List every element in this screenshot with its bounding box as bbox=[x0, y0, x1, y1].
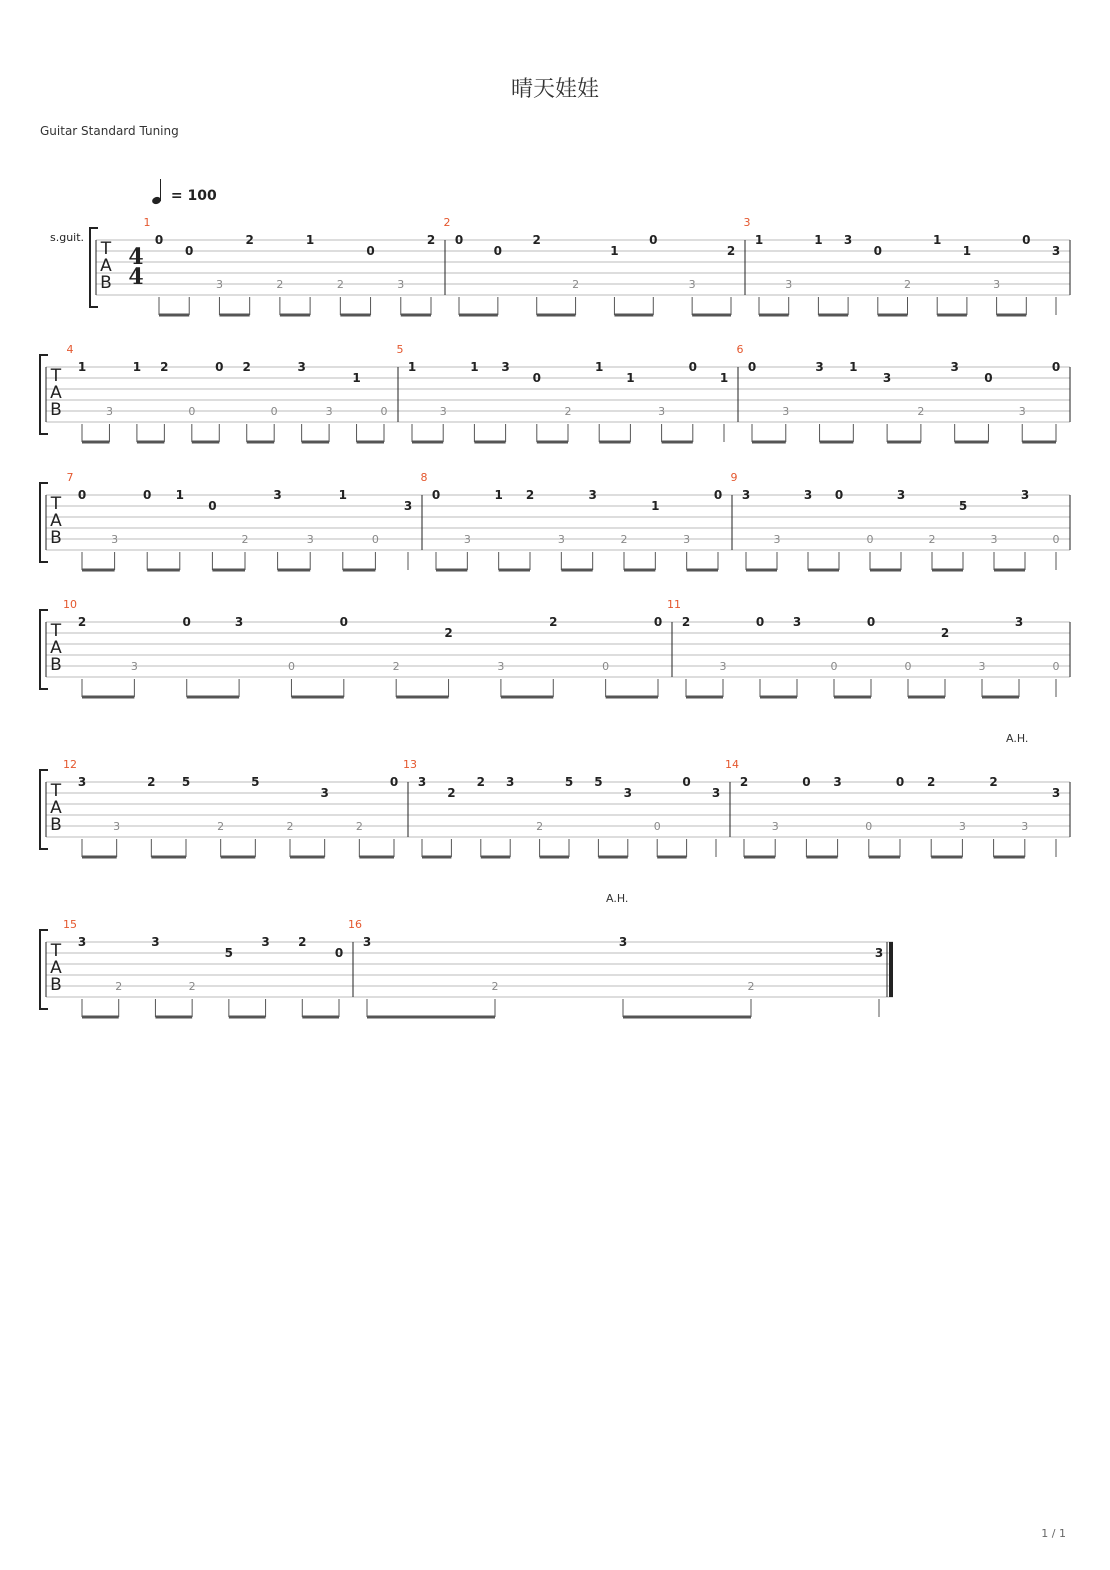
fret-number-bass: 2 bbox=[917, 405, 925, 418]
fret-number-bass: 3 bbox=[130, 660, 138, 673]
fret-number-bass: 3 bbox=[785, 278, 793, 291]
fret-number: 0 bbox=[682, 775, 691, 789]
fret-number: 3 bbox=[403, 499, 413, 513]
fret-number: 2 bbox=[726, 244, 736, 258]
fret-number: 0 bbox=[713, 488, 723, 502]
fret-number-bass: 0 bbox=[865, 820, 873, 833]
fret-number: 3 bbox=[843, 233, 853, 247]
fret-number-bass: 0 bbox=[270, 405, 278, 418]
fret-number: 2 bbox=[989, 775, 998, 789]
fret-number-bass: 0 bbox=[653, 820, 661, 833]
fret-number: 0 bbox=[649, 233, 658, 247]
fret-number: 2 bbox=[940, 626, 950, 640]
tab-clef-letter: A bbox=[50, 958, 62, 978]
fret-number-bass: 2 bbox=[491, 980, 499, 993]
fret-number-bass: 3 bbox=[397, 278, 405, 291]
fret-number: 3 bbox=[815, 360, 824, 374]
fret-number-bass: 0 bbox=[1052, 533, 1060, 546]
fret-number-bass: 3 bbox=[978, 660, 986, 673]
fret-number: 1 bbox=[626, 371, 635, 385]
page-number: 1 / 1 bbox=[1041, 1527, 1066, 1540]
fret-number-bass: 2 bbox=[536, 820, 544, 833]
measure-number: 13 bbox=[403, 758, 417, 771]
fret-number-bass: 0 bbox=[287, 660, 295, 673]
fret-number-bass: 2 bbox=[276, 278, 284, 291]
fret-number: 1 bbox=[494, 488, 503, 502]
measure-number: 2 bbox=[443, 216, 451, 229]
fret-number: 3 bbox=[1051, 244, 1061, 258]
fret-number: 3 bbox=[297, 360, 306, 374]
tab-clef-letter: A bbox=[100, 256, 112, 276]
fret-number: 1 bbox=[849, 360, 858, 374]
fret-number: 1 bbox=[814, 233, 823, 247]
fret-number: 2 bbox=[298, 935, 307, 949]
tab-clef-letter: B bbox=[50, 400, 62, 420]
fret-number: 0 bbox=[873, 244, 882, 258]
fret-number: 1 bbox=[175, 488, 184, 502]
measure-number: 6 bbox=[736, 343, 744, 356]
fret-number: 0 bbox=[389, 775, 399, 789]
fret-number: 2 bbox=[739, 775, 749, 789]
fret-number: 0 bbox=[1022, 233, 1031, 247]
time-signature-bottom: 4 bbox=[128, 264, 144, 290]
fret-number-bass: 3 bbox=[658, 405, 666, 418]
fret-number-bass: 2 bbox=[564, 405, 572, 418]
fret-number-bass: 3 bbox=[325, 405, 333, 418]
measure-number: 10 bbox=[63, 598, 77, 611]
fret-number: 3 bbox=[1020, 488, 1030, 502]
fret-number: 0 bbox=[747, 360, 757, 374]
fret-number-bass: 3 bbox=[958, 820, 966, 833]
fret-number: 0 bbox=[688, 360, 697, 374]
fret-number: 3 bbox=[1051, 786, 1061, 800]
fret-number: 1 bbox=[610, 244, 619, 258]
fret-number: 1 bbox=[77, 360, 87, 374]
tab-clef-letter: A bbox=[50, 383, 62, 403]
fret-number-bass: 2 bbox=[392, 660, 400, 673]
instrument-label: s.guit. bbox=[50, 231, 85, 244]
fret-number: 1 bbox=[962, 244, 972, 258]
time-signature-top: 4 bbox=[128, 244, 144, 270]
fret-number-bass: 0 bbox=[371, 533, 379, 546]
fret-number-bass: 3 bbox=[215, 278, 223, 291]
fret-number: 0 bbox=[895, 775, 905, 789]
fret-number: 0 bbox=[182, 615, 191, 629]
fret-number: 3 bbox=[623, 786, 632, 800]
fret-number: 3 bbox=[234, 615, 244, 629]
fret-number: 0 bbox=[366, 244, 375, 258]
fret-number: 3 bbox=[711, 786, 721, 800]
fret-number: 3 bbox=[1014, 615, 1024, 629]
fret-number-bass: 3 bbox=[439, 405, 447, 418]
fret-number: 1 bbox=[305, 233, 315, 247]
fret-number: 0 bbox=[431, 488, 441, 502]
fret-number: 3 bbox=[77, 775, 87, 789]
fret-number: 2 bbox=[525, 488, 535, 502]
tab-clef-letter: B bbox=[50, 815, 62, 835]
fret-number: 3 bbox=[803, 488, 813, 502]
fret-number: 5 bbox=[564, 775, 574, 789]
fret-number: 3 bbox=[261, 935, 270, 949]
fret-number: 3 bbox=[792, 615, 802, 629]
fret-number-bass: 3 bbox=[113, 820, 121, 833]
harmonic-label-system-6: A.H. bbox=[606, 892, 629, 905]
fret-number: 2 bbox=[927, 775, 936, 789]
fret-number: 0 bbox=[866, 615, 876, 629]
fret-number: 0 bbox=[339, 615, 348, 629]
fret-number: 3 bbox=[882, 371, 892, 385]
fret-number: 2 bbox=[444, 626, 453, 640]
fret-number-bass: 0 bbox=[380, 405, 388, 418]
fret-number: 0 bbox=[143, 488, 152, 502]
fret-number: 3 bbox=[506, 775, 515, 789]
fret-number: 3 bbox=[741, 488, 751, 502]
tab-clef-letter: T bbox=[50, 781, 62, 801]
fret-number-bass: 0 bbox=[1052, 660, 1060, 673]
fret-number: 2 bbox=[160, 360, 169, 374]
fret-number: 2 bbox=[147, 775, 156, 789]
fret-number-bass: 2 bbox=[928, 533, 936, 546]
tab-clef-letter: B bbox=[50, 528, 62, 548]
fret-number: 3 bbox=[618, 935, 628, 949]
fret-number: 0 bbox=[493, 244, 503, 258]
fret-number: 2 bbox=[681, 615, 691, 629]
fret-number: 1 bbox=[338, 488, 347, 502]
fret-number-bass: 2 bbox=[620, 533, 628, 546]
fret-number: 1 bbox=[651, 499, 660, 513]
fret-number-bass: 3 bbox=[990, 533, 998, 546]
tab-clef-letter: B bbox=[50, 975, 62, 995]
fret-number-bass: 3 bbox=[497, 660, 505, 673]
measure-number: 8 bbox=[420, 471, 428, 484]
fret-number-bass: 3 bbox=[773, 533, 781, 546]
fret-number: 3 bbox=[77, 935, 87, 949]
fret-number: 2 bbox=[532, 233, 541, 247]
fret-number: 2 bbox=[476, 775, 485, 789]
fret-number: 3 bbox=[417, 775, 427, 789]
fret-number: 3 bbox=[151, 935, 160, 949]
measure-number: 1 bbox=[143, 216, 151, 229]
fret-number: 5 bbox=[224, 946, 234, 960]
fret-number: 3 bbox=[501, 360, 510, 374]
fret-number-bass: 3 bbox=[688, 278, 696, 291]
fret-number-bass: 2 bbox=[572, 278, 580, 291]
measure-number: 14 bbox=[725, 758, 739, 771]
fret-number: 0 bbox=[334, 946, 344, 960]
tab-clef-letter: A bbox=[50, 511, 62, 531]
fret-number: 2 bbox=[77, 615, 87, 629]
fret-number: 5 bbox=[181, 775, 191, 789]
score-title: 晴天娃娃 bbox=[510, 77, 599, 102]
fret-number: 0 bbox=[802, 775, 811, 789]
tempo-value: = 100 bbox=[170, 188, 217, 204]
fret-number: 1 bbox=[352, 371, 361, 385]
harmonic-label-system-5: A.H. bbox=[1006, 732, 1029, 745]
fret-number-bass: 3 bbox=[306, 533, 314, 546]
fret-number-bass: 3 bbox=[1018, 405, 1026, 418]
tab-clef-letter: B bbox=[100, 273, 112, 293]
measure-number: 9 bbox=[730, 471, 738, 484]
fret-number: 3 bbox=[833, 775, 842, 789]
fret-number: 2 bbox=[242, 360, 251, 374]
fret-number-bass: 3 bbox=[993, 278, 1001, 291]
fret-number-bass: 3 bbox=[557, 533, 565, 546]
tab-clef-letter: T bbox=[50, 494, 62, 514]
fret-number: 5 bbox=[594, 775, 603, 789]
fret-number: 3 bbox=[874, 946, 884, 960]
fret-number: 1 bbox=[719, 371, 729, 385]
fret-number: 0 bbox=[208, 499, 217, 513]
fret-number-bass: 2 bbox=[217, 820, 225, 833]
fret-number: 3 bbox=[362, 935, 372, 949]
fret-number: 1 bbox=[470, 360, 479, 374]
fret-number: 0 bbox=[185, 244, 194, 258]
tab-clef-letter: T bbox=[50, 621, 62, 641]
fret-number: 1 bbox=[933, 233, 942, 247]
fret-number: 0 bbox=[1051, 360, 1061, 374]
fret-number: 3 bbox=[950, 360, 959, 374]
fret-number: 0 bbox=[215, 360, 224, 374]
tab-clef-letter: T bbox=[50, 366, 62, 386]
fret-number: 0 bbox=[454, 233, 464, 247]
fret-number: 2 bbox=[549, 615, 558, 629]
fret-number-bass: 0 bbox=[602, 660, 610, 673]
fret-number: 1 bbox=[754, 233, 764, 247]
fret-number-bass: 2 bbox=[286, 820, 294, 833]
fret-number-bass: 3 bbox=[105, 405, 113, 418]
measure-number: 12 bbox=[63, 758, 77, 771]
tab-clef-letter: T bbox=[50, 941, 62, 961]
measure-number: 15 bbox=[63, 918, 77, 931]
measure-number: 3 bbox=[743, 216, 751, 229]
fret-number: 0 bbox=[154, 233, 164, 247]
fret-number: 0 bbox=[755, 615, 765, 629]
fret-number: 0 bbox=[834, 488, 844, 502]
fret-number-bass: 2 bbox=[115, 980, 123, 993]
fret-number: 3 bbox=[588, 488, 597, 502]
fret-number: 2 bbox=[426, 233, 436, 247]
fret-number-bass: 2 bbox=[747, 980, 755, 993]
fret-number: 3 bbox=[320, 786, 329, 800]
fret-number: 5 bbox=[958, 499, 968, 513]
fret-number-bass: 3 bbox=[771, 820, 779, 833]
tab-clef-letter: A bbox=[50, 638, 62, 658]
fret-number-bass: 2 bbox=[188, 980, 196, 993]
fret-number: 3 bbox=[896, 488, 906, 502]
fret-number: 1 bbox=[595, 360, 604, 374]
fret-number: 2 bbox=[447, 786, 456, 800]
fret-number-bass: 2 bbox=[336, 278, 344, 291]
measure-number: 16 bbox=[348, 918, 362, 931]
measure-number: 4 bbox=[66, 343, 74, 356]
fret-number-bass: 3 bbox=[782, 405, 790, 418]
tab-clef-letter: B bbox=[50, 655, 62, 675]
tab-clef-letter: T bbox=[100, 239, 112, 259]
fret-number-bass: 0 bbox=[188, 405, 196, 418]
fret-number-bass: 2 bbox=[904, 278, 911, 291]
fret-number: 1 bbox=[407, 360, 417, 374]
fret-number-bass: 2 bbox=[355, 820, 363, 833]
fret-number: 2 bbox=[245, 233, 254, 247]
fret-number: 0 bbox=[532, 371, 541, 385]
fret-number: 0 bbox=[77, 488, 87, 502]
fret-number-bass: 3 bbox=[683, 533, 691, 546]
fret-number-bass: 0 bbox=[830, 660, 838, 673]
fret-number-bass: 3 bbox=[719, 660, 727, 673]
fret-number-bass: 3 bbox=[463, 533, 471, 546]
fret-number-bass: 3 bbox=[111, 533, 119, 546]
fret-number: 0 bbox=[653, 615, 663, 629]
fret-number: 3 bbox=[273, 488, 282, 502]
measure-number: 11 bbox=[667, 598, 681, 611]
fret-number-bass: 3 bbox=[1021, 820, 1029, 833]
fret-number: 0 bbox=[984, 371, 993, 385]
fret-number: 5 bbox=[251, 775, 260, 789]
fret-number: 1 bbox=[132, 360, 142, 374]
tab-clef-letter: A bbox=[50, 798, 62, 818]
fret-number-bass: 0 bbox=[904, 660, 912, 673]
tuning-label: Guitar Standard Tuning bbox=[40, 124, 179, 138]
fret-number-bass: 2 bbox=[241, 533, 249, 546]
measure-number: 7 bbox=[66, 471, 74, 484]
measure-number: 5 bbox=[396, 343, 404, 356]
fret-number-bass: 0 bbox=[866, 533, 874, 546]
